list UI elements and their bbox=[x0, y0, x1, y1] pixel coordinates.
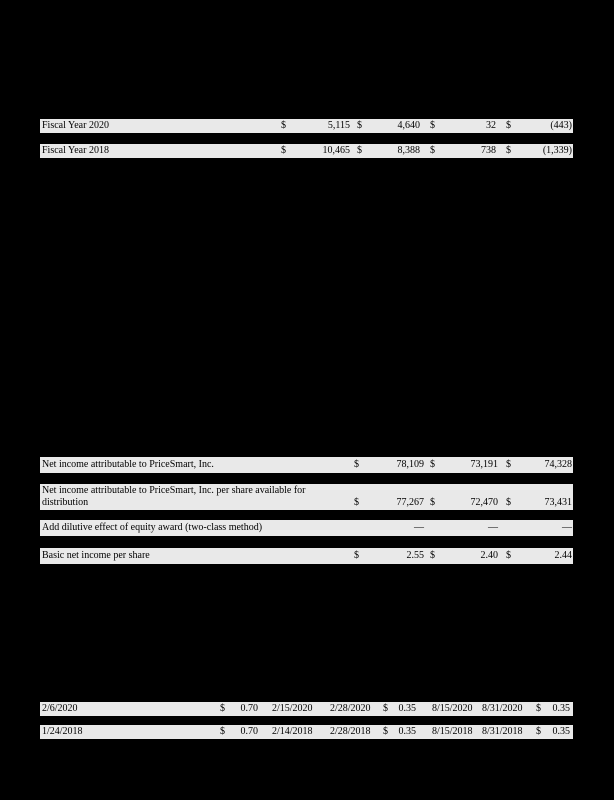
currency-symbol: $ bbox=[383, 703, 388, 714]
value-cell: (1,339) bbox=[542, 145, 572, 156]
table-row bbox=[40, 484, 573, 510]
currency-symbol: $ bbox=[281, 145, 286, 156]
currency-symbol: $ bbox=[506, 497, 511, 508]
table-row bbox=[40, 702, 573, 716]
currency-symbol: $ bbox=[430, 459, 435, 470]
value-cell: — bbox=[414, 522, 424, 533]
row-label: Net income attributable to PriceSmart, Inc. bbox=[42, 459, 214, 470]
declared-date: 2/6/2020 bbox=[42, 703, 78, 714]
amount-cell: 0.35 bbox=[398, 703, 416, 714]
value-cell: 77,267 bbox=[396, 497, 424, 508]
amount-cell: 0.35 bbox=[398, 726, 416, 737]
value-cell: (443) bbox=[550, 120, 572, 131]
row-label: Basic net income per share bbox=[42, 550, 150, 561]
record-date: 8/15/2018 bbox=[432, 726, 473, 737]
row-label: Fiscal Year 2020 bbox=[42, 120, 109, 131]
value-cell: 2.40 bbox=[480, 550, 498, 561]
currency-symbol: $ bbox=[383, 726, 388, 737]
currency-symbol: $ bbox=[536, 726, 541, 737]
payment-date: 2/28/2020 bbox=[330, 703, 371, 714]
value-cell: 74,328 bbox=[544, 459, 572, 470]
value-cell: 72,470 bbox=[470, 497, 498, 508]
row-label-continued: distribution bbox=[42, 497, 89, 508]
currency-symbol: $ bbox=[354, 497, 359, 508]
table-row bbox=[40, 144, 573, 158]
record-date: 2/15/2020 bbox=[272, 703, 313, 714]
currency-symbol: $ bbox=[536, 703, 541, 714]
currency-symbol: $ bbox=[506, 145, 511, 156]
value-cell: 4,640 bbox=[397, 120, 420, 131]
value-cell: 73,191 bbox=[470, 459, 498, 470]
amount-cell: 0.35 bbox=[552, 703, 570, 714]
value-cell: 10,465 bbox=[322, 145, 350, 156]
currency-symbol: $ bbox=[430, 550, 435, 561]
row-label: Net income attributable to PriceSmart, Inc. per share available for bbox=[42, 485, 306, 496]
value-cell: 2.44 bbox=[554, 550, 572, 561]
value-cell: 738 bbox=[481, 145, 496, 156]
value-cell: 5,115 bbox=[327, 120, 350, 131]
value-cell: 78,109 bbox=[396, 459, 424, 470]
currency-symbol: $ bbox=[357, 145, 362, 156]
currency-symbol: $ bbox=[220, 726, 225, 737]
currency-symbol: $ bbox=[354, 550, 359, 561]
currency-symbol: $ bbox=[506, 459, 511, 470]
value-cell: — bbox=[562, 522, 572, 533]
table-row bbox=[40, 520, 573, 536]
currency-symbol: $ bbox=[220, 703, 225, 714]
value-cell: — bbox=[488, 522, 498, 533]
table-row bbox=[40, 457, 573, 473]
record-date: 8/15/2020 bbox=[432, 703, 473, 714]
amount-cell: 0.70 bbox=[240, 726, 258, 737]
record-date: 2/14/2018 bbox=[272, 726, 313, 737]
currency-symbol: $ bbox=[354, 459, 359, 470]
currency-symbol: $ bbox=[430, 145, 435, 156]
currency-symbol: $ bbox=[506, 120, 511, 131]
row-label: Add dilutive effect of equity award (two-class method) bbox=[42, 522, 263, 533]
table-row bbox=[40, 725, 573, 739]
row-label: Fiscal Year 2018 bbox=[42, 145, 109, 156]
currency-symbol: $ bbox=[430, 497, 435, 508]
payment-date: 8/31/2020 bbox=[482, 703, 523, 714]
currency-symbol: $ bbox=[357, 120, 362, 131]
value-cell: 73,431 bbox=[544, 497, 572, 508]
payment-date: 2/28/2018 bbox=[330, 726, 371, 737]
value-cell: 32 bbox=[486, 120, 496, 131]
declared-date: 1/24/2018 bbox=[42, 726, 83, 737]
payment-date: 8/31/2018 bbox=[482, 726, 523, 737]
currency-symbol: $ bbox=[430, 120, 435, 131]
value-cell: 8,388 bbox=[397, 145, 420, 156]
amount-cell: 0.70 bbox=[240, 703, 258, 714]
amount-cell: 0.35 bbox=[552, 726, 570, 737]
table-row bbox=[40, 548, 573, 564]
currency-symbol: $ bbox=[506, 550, 511, 561]
table-row bbox=[40, 119, 573, 133]
currency-symbol: $ bbox=[281, 120, 286, 131]
value-cell: 2.55 bbox=[406, 550, 424, 561]
